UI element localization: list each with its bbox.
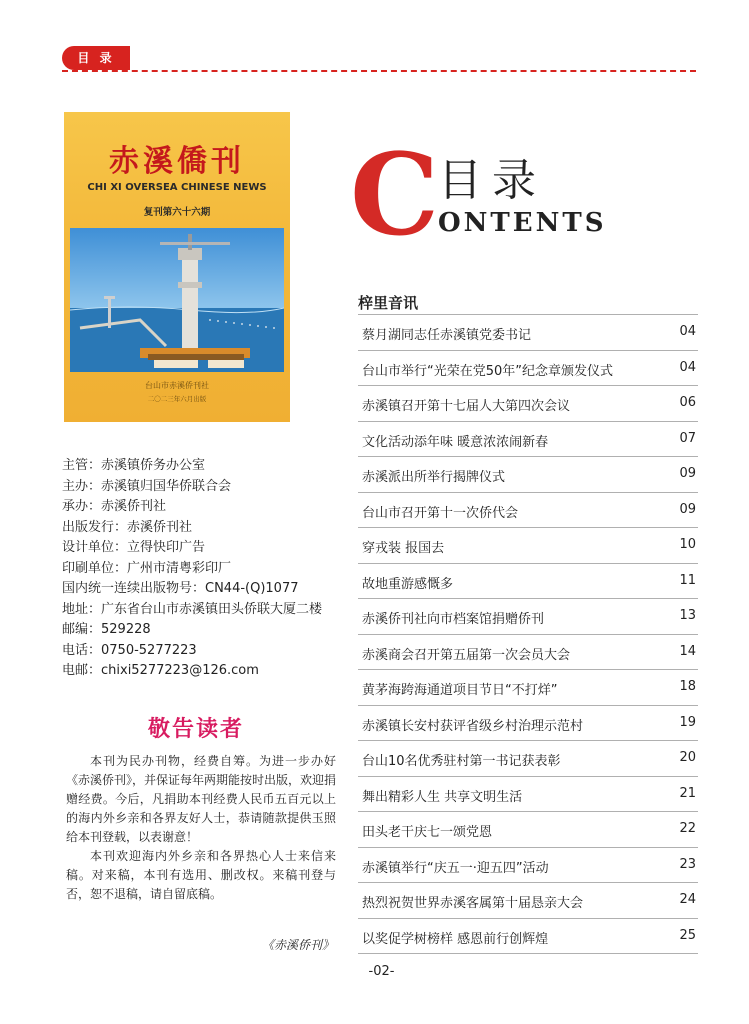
toc-item-title: 赤溪派出所举行揭牌仪式 [362,470,506,485]
toc-item-title: 赤溪商会召开第五届第一次会员大会 [362,647,571,663]
cover-publisher: 台山市赤溪侨刊社 [145,381,209,390]
toc-item[interactable] [358,386,698,422]
toc-item-title: 黄茅海跨海通道项目节日“不打烊” [362,683,558,698]
toc-item-title: 蔡月湖同志任赤溪镇党委书记 [362,328,532,343]
toc-item-title: 穿戎装 报国去 [362,541,445,556]
toc-item-page: 24 [679,892,696,907]
header-divider [62,70,696,72]
toc-item[interactable] [358,670,698,706]
toc-item-page: 22 [679,821,696,836]
toc-item[interactable] [358,741,698,777]
toc-item[interactable] [358,528,698,564]
toc-list [358,315,698,954]
toc-item-page: 10 [679,537,696,552]
toc-item[interactable] [358,422,698,458]
publication-info [62,456,352,682]
notice-signature: 《赤溪侨刊》 [261,938,334,952]
toc-item-title: 故地重游感慨多 [362,576,454,592]
toc-item-title: 热烈祝贺世界赤溪客属第十届恳亲大会 [362,896,584,911]
toc-item-page: 21 [679,785,696,801]
toc-item-page: 06 [679,395,696,410]
toc-item-page: 09 [679,466,696,481]
section-heading: 梓里音讯 [358,294,419,312]
notice-body [66,752,336,904]
toc-item[interactable] [358,706,698,742]
page-number: -02- [368,964,395,979]
toc-item-page: 20 [679,750,696,765]
toc-item[interactable] [358,599,698,635]
toc-item[interactable] [358,564,698,600]
cover-publish-date: 二〇二三年六月出版 [147,395,207,403]
toc-item-title: 台山市举行“光荣在党50年”纪念章颁发仪式 [362,363,614,379]
info-line: 出版发行：赤溪侨刊社 [62,519,193,535]
toc-item[interactable] [358,315,698,351]
toc-item-page: 07 [679,430,696,446]
toc-item-title: 舞出精彩人生 共享文明生活 [362,789,523,805]
toc-item[interactable] [358,493,698,529]
toc-item[interactable] [358,883,698,919]
magazine-cover [64,112,290,422]
info-line: 电话：0750-5277223 [62,642,197,658]
contents-title-cn: 目录 [438,155,546,206]
toc-item[interactable] [358,457,698,493]
toc-item-page: 04 [679,324,696,339]
toc-item-page: 11 [679,572,696,588]
toc-item-title: 赤溪镇举行“庆五一·迎五四”活动 [362,860,549,876]
toc-item-page: 18 [679,679,696,694]
cover-title: 赤溪僑刊 [109,144,245,179]
toc-item-page: 14 [679,643,696,659]
cover-photo [70,228,284,372]
info-line: 承办：赤溪侨刊社 [62,499,167,514]
info-line: 主管：赤溪镇侨务办公室 [62,458,206,473]
info-line: 邮编：529228 [62,622,151,637]
toc-item-title: 台山市召开第十一次侨代会 [362,505,519,521]
cover-subtitle: CHI XI OVERSEA CHINESE NEWS [87,182,267,193]
info-line: 设计单位：立得快印广告 [62,540,206,555]
info-line: 主办：赤溪镇归国华侨联合会 [62,478,232,494]
toc-item-title: 赤溪镇召开第十七届人大第四次会议 [362,399,571,414]
contents-big-letter: C [350,130,440,261]
cover-issue: 复刊第六十六期 [143,207,211,218]
toc-item-title: 文化活动添年味 暖意浓浓闹新春 [362,434,549,450]
toc-item[interactable] [358,848,698,884]
toc-item-title: 赤溪镇长安村获评省级乡村治理示范村 [362,718,584,734]
info-line: 印刷单位：广州市清粤彩印厂 [62,560,232,576]
toc-item-page: 25 [679,927,696,943]
toc-item[interactable] [358,812,698,848]
contents-title-en: ONTENTS [438,208,607,238]
toc-item-title: 田头老干庆七一颂党恩 [362,825,493,840]
header-tab: 目 录 [62,46,130,70]
toc-item-title: 台山10名优秀驻村第一书记获表彰 [362,754,561,769]
toc-item-page: 09 [679,501,696,517]
notice-paragraph: 本刊为民办刊物，经费自筹。为进一步办好《赤溪侨刊》，并保证每年两期能按时出版，欢迎捐赠经费。今后，凡捐助本刊经费人民币五百元以上的海内外乡亲和各界友好人士，恭请随款提供玉照给本刊登载，以表谢意！ [66,754,337,844]
toc-item[interactable] [358,351,698,387]
toc-item-page: 19 [679,714,696,730]
info-line: 国内统一连续出版物号：CN44-(Q)1077 [62,581,299,596]
toc-item-page: 13 [679,608,696,623]
info-line: 电邮：chixi5277223@126.com [62,663,259,678]
notice-title: 敬告读者 [147,717,244,742]
info-line: 地址：广东省台山市赤溪镇田头侨联大厦二楼 [62,601,323,617]
notice-paragraph: 本刊欢迎海内外乡亲和各界热心人士来信来稿。对来稿，本刊有选用、删改权。来稿刊登与否，恕不退稿，请自留底稿。 [66,849,336,901]
toc-item-title: 赤溪侨刊社向市档案馆捐赠侨刊 [362,612,545,627]
toc-item[interactable] [358,635,698,671]
toc-item-page: 23 [679,856,696,872]
toc-item[interactable] [358,919,698,955]
toc-item-page: 04 [679,359,696,375]
toc-item[interactable] [358,777,698,813]
toc-item-title: 以奖促学树榜样 感恩前行创辉煌 [362,931,549,947]
